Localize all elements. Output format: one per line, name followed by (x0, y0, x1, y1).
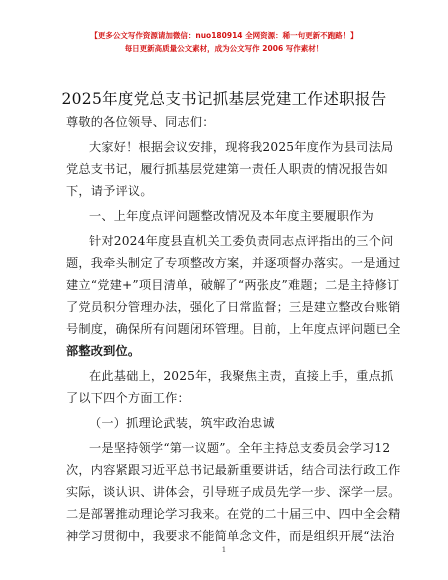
promo-banner-line-1: 【更多公文写作资源请加微信：nuo180914 全网资源：稀一句更新不跑路！】 (90, 31, 358, 40)
page-number: 1 (221, 546, 227, 554)
paragraph-1-line: 党总支书记，履行抓基层党建第一责任人职责的情况报告如 (66, 162, 389, 176)
paragraph-4-line: 神学习贯彻中，我要求不能简单念文件，而是组织开展“法治 (66, 529, 395, 543)
section-heading-1: 一、上年度点评问题整改情况及本年度主要履职作为 (89, 209, 374, 223)
paragraph-3-line: 在此基础上，2025年，我聚焦主责，直接上手，重点抓 (89, 369, 394, 383)
paragraph-4-line: 一是坚持领学“第一议题”。全年主持总支委员会学习12 (89, 441, 391, 455)
subheading-1: （一）抓理论武装，筑牢政治忠诚 (89, 416, 275, 430)
document-title: 2025年度党总支书记抓基层党建工作述职报告 (61, 90, 387, 108)
paragraph-1-line: 下，请予评议。 (66, 184, 153, 198)
paragraph-4-line: 二是部署推动理论学习我来。在党的二十届三中、四中全会精 (66, 507, 401, 521)
paragraph-2-line: 针对2024年度县直机关工委负责同志点评指出的三个问 (89, 234, 394, 248)
paragraph-4-line: 次，内容紧跟习近平总书记最新重要讲话，结合司法行政工作 (66, 463, 401, 477)
paragraph-1-line: 大家好！根据会议安排，现将我2025年度作为县司法局 (89, 140, 394, 154)
paragraph-4-line: 实际，谈认识、讲体会，引导班子成员先学一步、深学一层。 (66, 485, 401, 499)
paragraph-2-line: 号制度，确保所有问题闭环管理。目前，上年度点评问题已全 (66, 322, 401, 336)
paragraph-2-line: 题，我牵头制定了专项整改方案，并逐项督办落实。一是通过 (66, 256, 401, 270)
paragraph-2-line: 建立“党建+”项目清单，破解了“两张皮”难题；二是主持修订 (66, 278, 400, 292)
paragraph-2-line: 了党员积分管理办法，强化了日常监督；三是建立整改台账销 (66, 300, 401, 314)
paragraph-2-emphasis: 部整改到位。 (66, 344, 141, 358)
promo-banner-line-2: 每日更新高质量公文素材，成为公文写作 2006 写作素材！ (124, 44, 324, 53)
paragraph-3-line: 了以下四个方面工作： (66, 391, 190, 405)
salutation: 尊敬的各位领导、同志们： (66, 115, 215, 129)
